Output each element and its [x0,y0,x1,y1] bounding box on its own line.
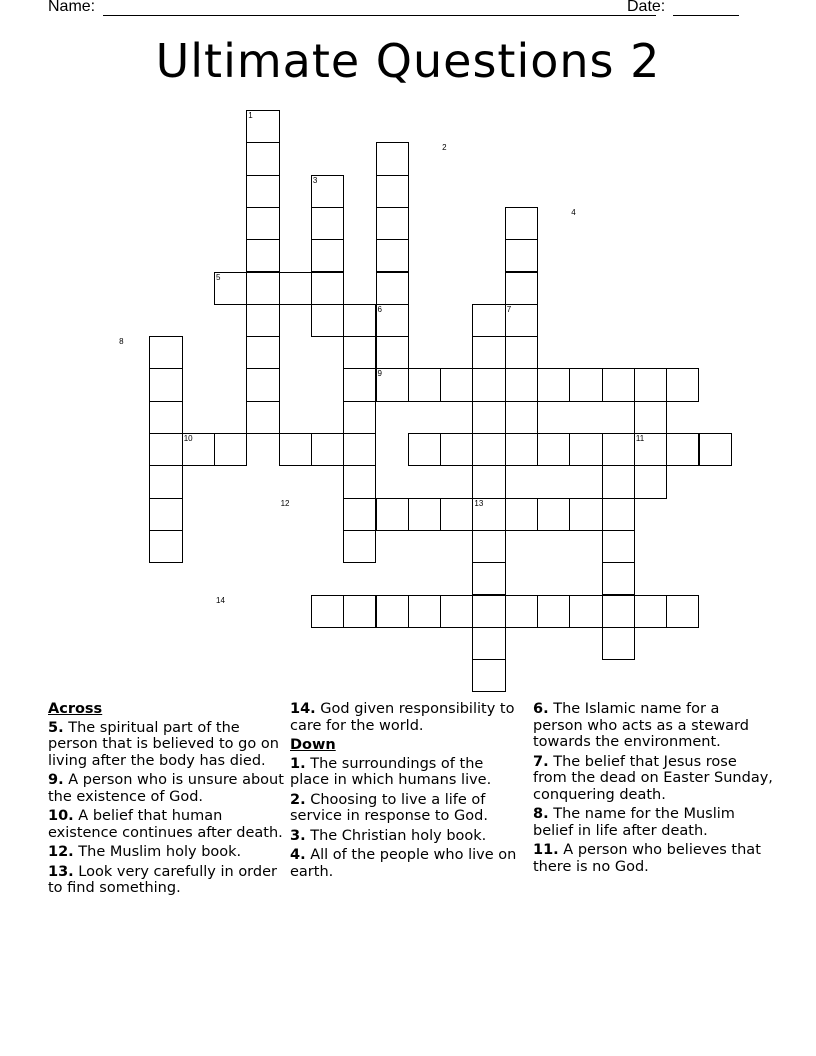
across-heading: Across [48,701,103,717]
grid-cell[interactable] [408,368,441,401]
grid-cell[interactable] [376,175,409,208]
grid-cell[interactable] [472,595,505,628]
grid-cell[interactable] [311,595,344,628]
grid-cell[interactable] [537,498,570,531]
clue-across-13: 13. Look very carefully in order to find something. [48,863,277,896]
grid-cell[interactable] [246,272,279,305]
grid-cell[interactable] [666,595,699,628]
clue-number-label: 9 [377,369,382,379]
clue-number-label: 10 [183,434,193,443]
grid-cell[interactable] [472,433,505,466]
grid-cell[interactable] [505,595,538,628]
grid-cell[interactable] [246,239,279,272]
grid-cell[interactable] [149,498,182,531]
grid-cell[interactable] [472,465,505,498]
clue-down-11: 11. A person who believes that there is no God. [533,842,761,875]
grid-cell[interactable] [602,595,635,628]
grid-cell[interactable] [602,465,635,498]
grid-cell[interactable] [505,336,538,369]
grid-cell[interactable] [634,368,667,401]
grid-cell[interactable] [246,142,279,175]
grid-cell[interactable] [602,368,635,401]
grid-cell[interactable] [376,498,409,531]
clue-number-label: 4 [571,207,576,217]
clue-number-label: 2 [442,143,447,153]
grid-cell[interactable] [149,368,182,401]
clue-down-8: 8. The name for the Muslim belief in life after death. [533,806,735,839]
grid-cell[interactable] [311,239,344,272]
clue-number-label: 12 [280,498,290,508]
grid-cell[interactable] [343,595,376,628]
clue-across-5: 5. The spiritual part of the person that is believed to go on living after the body has died. [48,719,279,769]
grid-cell[interactable] [472,304,505,337]
grid-cell[interactable] [343,465,376,498]
clue-column-2 [290,701,526,883]
clue-down-3: 3. The Christian holy book. [290,827,487,844]
grid-cell[interactable] [343,498,376,531]
grid-cell[interactable] [505,368,538,401]
grid-cell[interactable] [149,336,182,369]
grid-cell[interactable] [376,272,409,305]
clue-number-label: 1 [248,111,253,120]
grid-cell[interactable] [246,175,279,208]
grid-cell[interactable] [408,433,441,466]
grid-cell[interactable] [602,627,635,660]
grid-cell[interactable] [569,498,602,531]
page-title: Ultimate Questions 2 [155,34,661,88]
grid-cell[interactable] [246,207,279,240]
grid-cell[interactable] [537,433,570,466]
grid-cell[interactable] [246,401,279,434]
grid-cell[interactable] [408,595,441,628]
grid-cell[interactable] [602,562,635,595]
grid-cell[interactable] [343,336,376,369]
grid-cell[interactable] [634,401,667,434]
grid-cell[interactable] [699,433,732,466]
grid-cell[interactable] [666,433,699,466]
clue-across-10: 10. A belief that human existence continues after death. [48,808,283,841]
grid-cell[interactable] [311,433,344,466]
grid-cell[interactable] [666,368,699,401]
clue-column-1 [48,701,284,900]
grid-cell[interactable] [569,368,602,401]
grid-cell[interactable] [634,595,667,628]
grid-cell[interactable] [440,595,473,628]
grid-cell[interactable] [505,239,538,272]
grid-cell[interactable] [505,433,538,466]
grid-cell[interactable] [537,595,570,628]
clue-number-label: 6 [377,304,382,314]
grid-cell[interactable] [472,562,505,595]
grid-cell[interactable] [472,401,505,434]
grid-cell[interactable] [537,368,570,401]
grid-cell[interactable] [343,530,376,563]
grid-cell[interactable] [149,401,182,434]
grid-cell[interactable] [376,336,409,369]
grid-cell[interactable] [376,595,409,628]
grid-cell[interactable] [472,336,505,369]
clue-down-2: 2. Choosing to live a life of service in response to God. [290,791,488,824]
grid-cell[interactable] [343,368,376,401]
grid-cell[interactable] [408,498,441,531]
clue-across-12: 12. The Muslim holy book. [48,844,242,860]
clue-down-4: 4. All of the people who live on earth. [290,847,517,880]
clue-across-14: 14. God given responsibility to care for the world. [290,701,515,734]
clue-across-9: 9. A person who is unsure about the existence of God. [48,772,284,805]
name-label: Name: [48,0,96,15]
grid-cell[interactable] [149,465,182,498]
grid-cell[interactable] [472,627,505,660]
grid-cell[interactable] [634,465,667,498]
grid-cell[interactable] [246,336,279,369]
clue-down-7: 7. The belief that Jesus rose from the dead on Easter Sunday, conquering death. [533,753,773,803]
grid-cell[interactable] [246,304,279,337]
grid-cell[interactable] [311,304,344,337]
grid-cell[interactable] [279,272,312,305]
grid-cell[interactable] [343,304,376,337]
clue-number-label: 14 [216,595,225,605]
grid-cell[interactable] [505,401,538,434]
down-heading: Down [290,737,336,753]
grid-cell[interactable] [569,595,602,628]
grid-cell[interactable] [376,142,409,175]
grid-cell[interactable] [472,368,505,401]
grid-cell[interactable] [569,433,602,466]
grid-cell[interactable] [343,401,376,434]
clue-number-label: 11 [635,434,645,443]
clue-number-label: 13 [474,498,484,508]
grid-cell[interactable] [472,530,505,563]
grid-cell[interactable] [505,272,538,305]
clue-down-6: 6. The Islamic name for a person who acts as a steward towards the environment. [533,701,749,750]
grid-cell[interactable] [602,498,635,531]
clue-number-label: 8 [119,337,124,347]
clue-down-1: 1. The surroundings of the place in which humans live. [290,755,492,788]
clue-column-3 [533,701,773,878]
grid-cell[interactable] [505,207,538,240]
grid-cell[interactable] [376,207,409,240]
grid-cell[interactable] [602,530,635,563]
clue-number-label: 7 [506,304,512,314]
grid-cell[interactable] [279,433,312,466]
clue-number-label: 3 [312,175,318,185]
clue-number-label: 5 [216,272,221,282]
grid-cell[interactable] [311,207,344,240]
grid-cell[interactable] [440,368,473,401]
grid-cell[interactable] [376,239,409,272]
grid-cell[interactable] [440,433,473,466]
grid-cell[interactable] [214,433,247,466]
grid-cell[interactable] [472,659,505,692]
grid-cell[interactable] [602,433,635,466]
grid-cell[interactable] [343,433,376,466]
grid-cell[interactable] [246,368,279,401]
grid-cell[interactable] [440,498,473,531]
grid-cell[interactable] [311,272,344,305]
grid-cell[interactable] [505,498,538,531]
grid-cell[interactable] [149,530,182,563]
date-label: Date: [627,0,666,15]
grid-cell[interactable] [149,433,182,466]
